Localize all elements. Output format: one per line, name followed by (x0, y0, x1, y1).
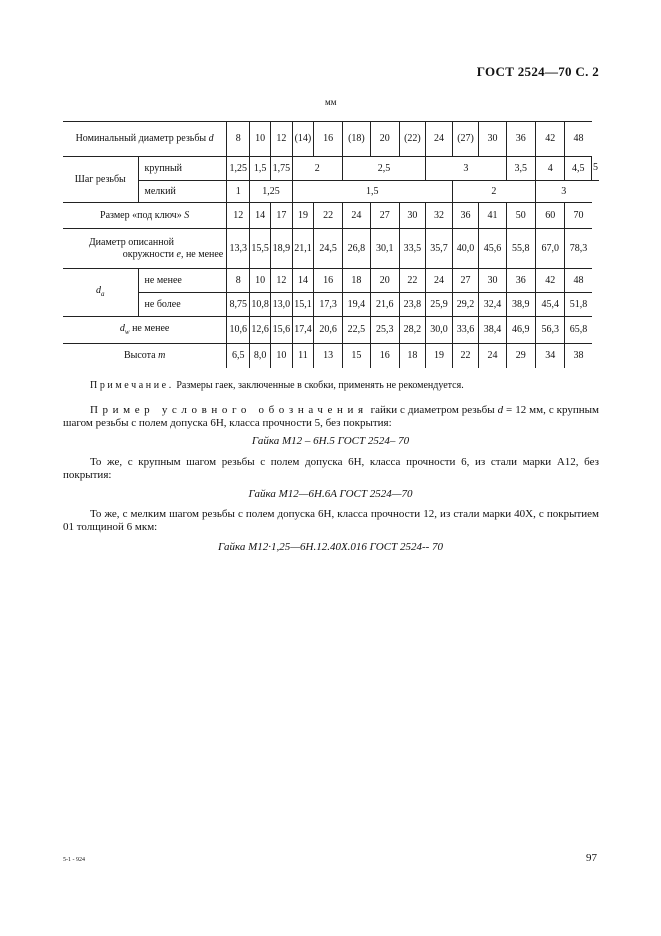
cell-height: 8,0 (250, 344, 271, 368)
cell-dw-min: 25,3 (370, 317, 399, 344)
table-row-circumscribed (63, 229, 599, 269)
cell-da-min: 27 (452, 269, 479, 293)
cell-diameter: 36 (506, 122, 535, 157)
table-row-height (63, 344, 599, 368)
cell-circumscribed: 21,1 (292, 229, 314, 269)
cell-da-min: 48 (565, 269, 592, 293)
cell-da-max: 19,4 (342, 293, 370, 317)
example-3-designation: Гайка М12·1,25—6H.12.40Х.016 ГОСТ 2524-- 70 (217, 541, 444, 553)
cell-da-min: 20 (370, 269, 399, 293)
cell-dw-min: 65,8 (565, 317, 592, 344)
cell-height: 29 (506, 344, 535, 368)
cell-dw-min: 33,6 (452, 317, 479, 344)
cell-coarse-pitch: 3,5 (506, 157, 535, 181)
cell-da-max: 45,4 (536, 293, 565, 317)
label-fine: мелкий (138, 181, 227, 203)
cell-dw-min: 15,6 (271, 317, 293, 344)
cell-circumscribed: 18,9 (271, 229, 293, 269)
cell-wrench-size: 50 (506, 203, 535, 229)
cell-diameter: 42 (536, 122, 565, 157)
label-nominal-diameter: Номинальный диаметр резьбы d (63, 122, 227, 157)
table-row-da-min (63, 269, 599, 293)
cell-da-max: 32,4 (479, 293, 506, 317)
example-1-designation: Гайка М12 – 6H.5 ГОСТ 2524– 70 (251, 435, 410, 447)
table-row-wrench-size (63, 203, 599, 229)
cell-circumscribed: 13,3 (227, 229, 250, 269)
cell-fine-pitch: 1,25 (250, 181, 292, 203)
cell-da-min: 24 (426, 269, 453, 293)
cell-wrench-size: 30 (399, 203, 426, 229)
cell-dw-min: 38,4 (479, 317, 506, 344)
cell-height: 16 (370, 344, 399, 368)
nut-dimensions-table (63, 121, 599, 368)
cell-da-min: 18 (342, 269, 370, 293)
cell-dw-min: 28,2 (399, 317, 426, 344)
cell-dw-min: 46,9 (506, 317, 535, 344)
cell-wrench-size: 22 (314, 203, 343, 229)
cell-wrench-size: 27 (370, 203, 399, 229)
cell-height: 6,5 (227, 344, 250, 368)
cell-circumscribed: 45,6 (479, 229, 506, 269)
cell-da-max: 51,8 (565, 293, 592, 317)
cell-coarse-pitch: 1,25 (227, 157, 250, 181)
cell-da-min: 22 (399, 269, 426, 293)
cell-circumscribed: 78,3 (565, 229, 592, 269)
label-max: не более (138, 293, 227, 317)
cell-da-max: 10,8 (250, 293, 271, 317)
cell-fine-pitch: 1,5 (292, 181, 452, 203)
cell-circumscribed: 33,5 (399, 229, 426, 269)
cell-height: 15 (342, 344, 370, 368)
cell-wrench-size: 19 (292, 203, 314, 229)
page-number: 97 (586, 852, 597, 864)
cell-da-min: 14 (292, 269, 314, 293)
cell-dw-min: 30,0 (426, 317, 453, 344)
cell-diameter: (18) (342, 122, 370, 157)
cell-coarse-pitch: 2 (292, 157, 342, 181)
cell-fine-pitch: 3 (536, 181, 592, 203)
cell-diameter: 12 (271, 122, 293, 157)
cell-height: 34 (536, 344, 565, 368)
cell-wrench-size: 36 (452, 203, 479, 229)
cell-da-min: 12 (271, 269, 293, 293)
example-2-designation: Гайка М12—6H.6A ГОСТ 2524—70 (248, 488, 413, 500)
cell-da-max: 15,1 (292, 293, 314, 317)
cell-circumscribed: 35,7 (426, 229, 453, 269)
cell-da-max: 8,75 (227, 293, 250, 317)
cell-fine-pitch: 1 (227, 181, 250, 203)
cell-circumscribed: 30,1 (370, 229, 399, 269)
cell-diameter: 48 (565, 122, 592, 157)
cell-wrench-size: 70 (565, 203, 592, 229)
label-da: $d_а$ (63, 269, 138, 317)
cell-height: 18 (399, 344, 426, 368)
cell-da-max: 21,6 (370, 293, 399, 317)
cell-da-min: 36 (506, 269, 535, 293)
cell-da-min: 10 (250, 269, 271, 293)
cell-da-min: 8 (227, 269, 250, 293)
label-wrench-size: Размер «под ключ» S (63, 203, 227, 229)
cell-dw-min: 56,3 (536, 317, 565, 344)
cell-diameter: 10 (250, 122, 271, 157)
cell-dw-min: 17,4 (292, 317, 314, 344)
cell-wrench-size: 17 (271, 203, 293, 229)
cell-coarse-pitch: 1,75 (271, 157, 293, 181)
cell-dw-min: 12,6 (250, 317, 271, 344)
cell-da-max: 17,3 (314, 293, 343, 317)
cell-coarse-pitch: 4 (536, 157, 565, 181)
label-dw: $d_w$ не менее (63, 317, 227, 344)
cell-da-min: 30 (479, 269, 506, 293)
label-height: Высота m (63, 344, 227, 368)
cell-wrench-size: 14 (250, 203, 271, 229)
cell-coarse-pitch: 4,5 (565, 157, 592, 181)
table-row-fine-pitch (63, 181, 599, 203)
cell-circumscribed: 15,5 (250, 229, 271, 269)
cell-coarse-pitch: 3 (426, 157, 506, 181)
cell-wrench-size: 32 (426, 203, 453, 229)
cell-circumscribed: 55,8 (506, 229, 535, 269)
cell-height: 10 (271, 344, 293, 368)
cell-da-max: 29,2 (452, 293, 479, 317)
cell-height: 22 (452, 344, 479, 368)
cell-da-max: 38,9 (506, 293, 535, 317)
table-note: Примечание. Размеры гаек, заключенные в скобки, применять не рекомендуется. (90, 380, 464, 391)
example-2-text: То же, с крупным шагом резьбы с полем допуска 6H, класса прочности 6, из стали марки А12, без покрытия: (63, 456, 599, 481)
cell-diameter: 16 (314, 122, 343, 157)
cell-da-max: 25,9 (426, 293, 453, 317)
cell-wrench-size: 24 (342, 203, 370, 229)
table-row-dw-min (63, 317, 599, 344)
cell-circumscribed: 26,8 (342, 229, 370, 269)
cell-height: 38 (573, 349, 584, 361)
cell-fine-pitch: 2 (452, 181, 535, 203)
table-row-da-max (63, 293, 599, 317)
cell-diameter: (14) (292, 122, 314, 157)
cell-diameter: 30 (479, 122, 506, 157)
cell-dw-min: 22,5 (342, 317, 370, 344)
cell-circumscribed: 24,5 (314, 229, 343, 269)
cell-diameter: (27) (452, 122, 479, 157)
cell-height: 24 (479, 344, 506, 368)
table-row-coarse-pitch (63, 157, 599, 181)
label-coarse: крупный (138, 157, 227, 181)
cell-da-min: 16 (314, 269, 343, 293)
table-row-nominal-diameter (63, 122, 599, 157)
example-1-text: Пример условного обозначения гайки с диаметром резьбы d = 12 мм, с крупным шагом резьбы с полем допуска 6H, класса прочности 5, без покрытия: (63, 404, 599, 429)
cell-diameter: 24 (426, 122, 453, 157)
cell-wrench-size: 12 (227, 203, 250, 229)
cell-coarse-pitch: 5 (592, 157, 600, 181)
cell-height: 13 (314, 344, 343, 368)
cell-diameter: 8 (227, 122, 250, 157)
cell-da-min: 42 (536, 269, 565, 293)
cell-height: 19 (426, 344, 453, 368)
page-header: ГОСТ 2524—70 С. 2 (476, 64, 599, 79)
example-3-text: То же, с мелким шагом резьбы с полем допуска 6H, класса прочности 12, из стали марки 40X, с покрытием 01 толщиной 6 мкм: (63, 508, 599, 533)
cell-height: 11 (292, 344, 314, 368)
cell-diameter: 20 (370, 122, 399, 157)
cell-diameter: (22) (399, 122, 426, 157)
label-pitch: Шаг резьбы (63, 157, 138, 203)
cell-circumscribed: 67,0 (536, 229, 565, 269)
label-circumscribed: Диаметр описанной окружности e, не менее (63, 229, 227, 269)
cell-coarse-pitch: 1,5 (250, 157, 271, 181)
print-code: 5-1 - 924 (63, 857, 85, 863)
cell-da-max: 13,0 (271, 293, 293, 317)
cell-dw-min: 20,6 (314, 317, 343, 344)
cell-circumscribed: 40,0 (452, 229, 479, 269)
cell-dw-min: 10,6 (227, 317, 250, 344)
cell-coarse-pitch: 2,5 (342, 157, 425, 181)
cell-wrench-size: 60 (536, 203, 565, 229)
unit-label: мм (325, 97, 337, 107)
cell-da-max: 23,8 (399, 293, 426, 317)
label-min: не менее (138, 269, 227, 293)
cell-wrench-size: 41 (479, 203, 506, 229)
